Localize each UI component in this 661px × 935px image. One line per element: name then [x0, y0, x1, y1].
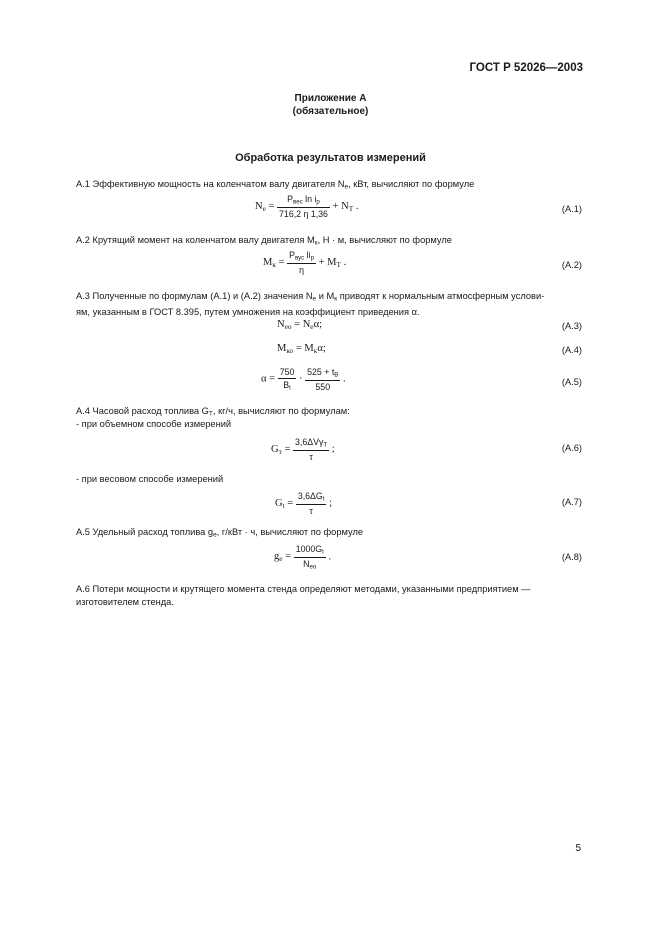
- equation-number: (А.8): [561, 552, 582, 562]
- equation-number: (А.5): [561, 377, 582, 387]
- equation-number: (А.3): [561, 321, 582, 331]
- formula-a7: $G_t$ = $\frac{3,6\Delta G_t}{\tau}$ ;: [275, 491, 333, 516]
- equation-number: (А.1): [561, 204, 582, 214]
- list-item-volumetric: - при объемном способе измерений: [76, 419, 232, 429]
- equation-number: (А.6): [561, 443, 582, 453]
- formula-a8: $g_e$ = $\frac{1000G_t}{N_{eo}}$ .: [274, 544, 332, 571]
- fraction: $\frac{P_{вес} \ln i_p}{716,2 \eta 1,36}$: [279, 194, 328, 219]
- formula-a1: $N_e$ = $\frac{P_{вес} \ln i_p}{716,2 \eta 1,36}$ + $N_T$ .: [255, 194, 359, 219]
- formula-a2: $M_к$ = $\frac{P_{вус} li_p}{\eta}$ + $M_T$ .: [263, 250, 347, 275]
- annex-label: Приложение А: [294, 93, 367, 104]
- paragraph-a4: А.4 Часовой расход топлива $G_T$, кг/ч, вычисляют по формулам:: [76, 406, 350, 418]
- standard-header: ГОСТ Р 52026—2003: [469, 62, 583, 74]
- formula-a5: α = $\frac{750}{B_t}$ · $\frac{525 + t_B}{550}$ .: [261, 367, 346, 392]
- formula-a4: $M_{ко} = M_к\alpha$;: [277, 343, 326, 355]
- fraction: $\frac{3,6\Delta G_t}{\tau}$: [297, 491, 325, 516]
- fraction: $\frac{3,6\Delta V\gamma_T}{\tau}$: [294, 437, 328, 462]
- section-title: Обработка результатов измерений: [235, 152, 426, 164]
- fraction: $\frac{525 + t_B}{550}$: [307, 367, 339, 392]
- equation-number: (А.4): [561, 345, 582, 355]
- equation-number: (А.2): [561, 260, 582, 270]
- paragraph-a1: А.1 Эффективную мощность на коленчатом валу двигателя $N_e$, кВт, вычисляют по формуле: [76, 179, 475, 191]
- formula-a6: $G_т$ = $\frac{3,6\Delta V\gamma_T}{\tau}$ ;: [271, 437, 335, 462]
- list-item-weight: - при весовом способе измерений: [76, 474, 224, 484]
- annex-status: (обязательное): [292, 106, 369, 117]
- equation-number: (А.7): [561, 497, 582, 507]
- page-number: 5: [575, 843, 581, 854]
- fraction: $\frac{1000G_t}{N_{eo}}$: [295, 544, 324, 571]
- paragraph-a6: А.6 Потери мощности и крутящего момента стенда определяют методами, указанными предприятием — изготовителем стенда.: [76, 584, 531, 607]
- annex-heading: [0, 92, 661, 118]
- fraction: $\frac{750}{B_t}$: [279, 367, 295, 392]
- formula-a3: $N_{eo} = N_e\alpha$;: [277, 319, 322, 331]
- paragraph-a3: А.3 Полученные по формулам (А.1) и (А.2) значения $N_e$ и $M_к$ приводят к нормальным атмосферным услови- ям, указанным в ГОСТ 8.395, путем умножения на коэффициент приведения α.: [76, 291, 545, 317]
- paragraph-a5: А.5 Удельный расход топлива $g_e$, г/кВт · ч, вычисляют по формуле: [76, 527, 364, 539]
- paragraph-a2: А.2 Крутящий момент на коленчатом валу двигателя $M_к$, Н · м, вычисляют по формуле: [76, 235, 452, 247]
- fraction: $\frac{P_{вус} li_p}{\eta}$: [289, 250, 314, 275]
